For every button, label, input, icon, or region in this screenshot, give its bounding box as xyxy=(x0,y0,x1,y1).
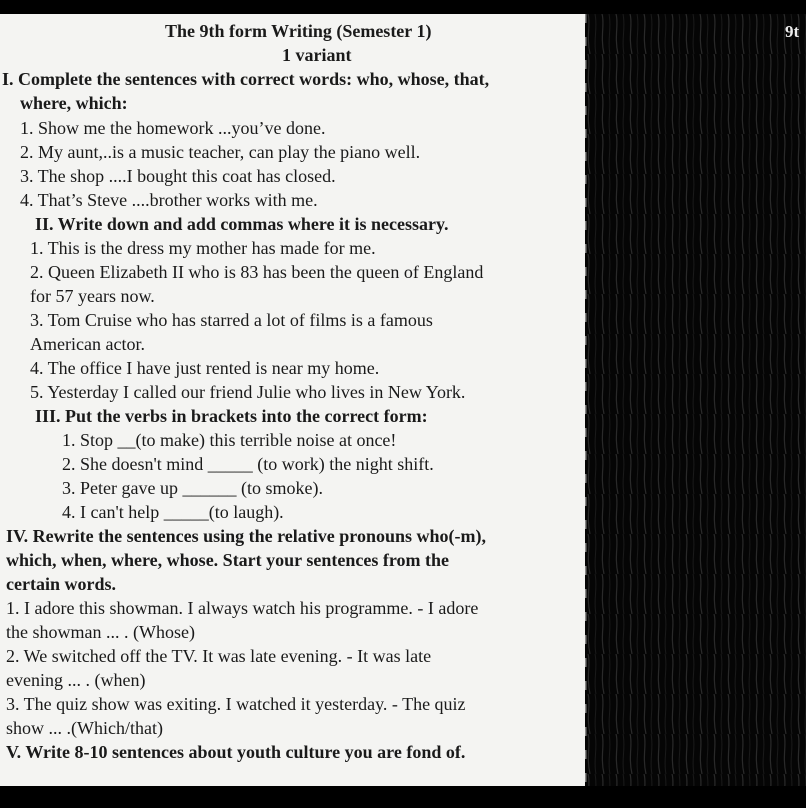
task4-line: 2. We switched off the TV. It was late evening. - It was late xyxy=(6,646,432,666)
task1-heading-line2: where, which: xyxy=(20,93,128,113)
task2-line: 2. Queen Elizabeth II who is 83 has been the queen of England xyxy=(30,262,484,282)
worksheet-title: The 9th form Writing (Semester 1) xyxy=(165,21,432,41)
worksheet-page xyxy=(0,14,806,786)
task4-heading-line: certain words. xyxy=(6,574,116,594)
task2-line: 5. Yesterday I called our friend Julie who lives in New York. xyxy=(30,382,466,402)
task4-heading-line: IV. Rewrite the sentences using the relative pronouns who(-m), xyxy=(6,526,486,546)
task3-item: 3. Peter gave up ______ (to smoke). xyxy=(62,478,323,498)
task2-line: 3. Tom Cruise who has starred a lot of films is a famous xyxy=(30,310,433,330)
task2-line: for 57 years now. xyxy=(30,286,155,306)
task4-line: the showman ... . (Whose) xyxy=(6,622,195,642)
task4-line: evening ... . (when) xyxy=(6,670,146,690)
task1-heading-line1: I. Complete the sentences with correct words: who, whose, that, xyxy=(2,69,490,89)
task1-item: 3. The shop ....I bought this coat has closed. xyxy=(20,166,336,186)
task4-line: show ... .(Which/that) xyxy=(6,718,163,738)
task2-line: 4. The office I have just rented is near my home. xyxy=(30,358,380,378)
task4-line: 1. I adore this showman. I always watch his programme. - I adore xyxy=(6,598,479,618)
cut-off-text-fragment: 9t xyxy=(785,22,800,41)
task2-line: 1. This is the dress my mother has made for me. xyxy=(30,238,376,258)
task2-heading: II. Write down and add commas where it is necessary. xyxy=(35,214,449,234)
task3-item: 4. I can't help _____(to laugh). xyxy=(62,502,284,522)
task3-item: 1. Stop __(to make) this terrible noise at once! xyxy=(62,430,397,450)
task4-line: 3. The quiz show was exiting. I watched it yesterday. - The quiz xyxy=(6,694,466,714)
task2-line: American actor. xyxy=(30,334,145,354)
task3-item: 2. She doesn't mind _____ (to work) the night shift. xyxy=(62,454,434,474)
task5-heading: V. Write 8-10 sentences about youth culture you are fond of. xyxy=(6,742,466,762)
task4-heading-line: which, when, where, whose. Start your sentences from the xyxy=(6,550,449,570)
task3-heading: III. Put the verbs in brackets into the correct form: xyxy=(35,406,428,426)
variant-label: 1 variant xyxy=(282,45,352,65)
scribble-redaction xyxy=(585,14,806,786)
task1-item: 4. That’s Steve ....brother works with me. xyxy=(20,190,318,210)
task1-item: 2. My aunt,..is a music teacher, can play the piano well. xyxy=(20,142,421,162)
task1-item: 1. Show me the homework ...you’ve done. xyxy=(20,118,326,138)
